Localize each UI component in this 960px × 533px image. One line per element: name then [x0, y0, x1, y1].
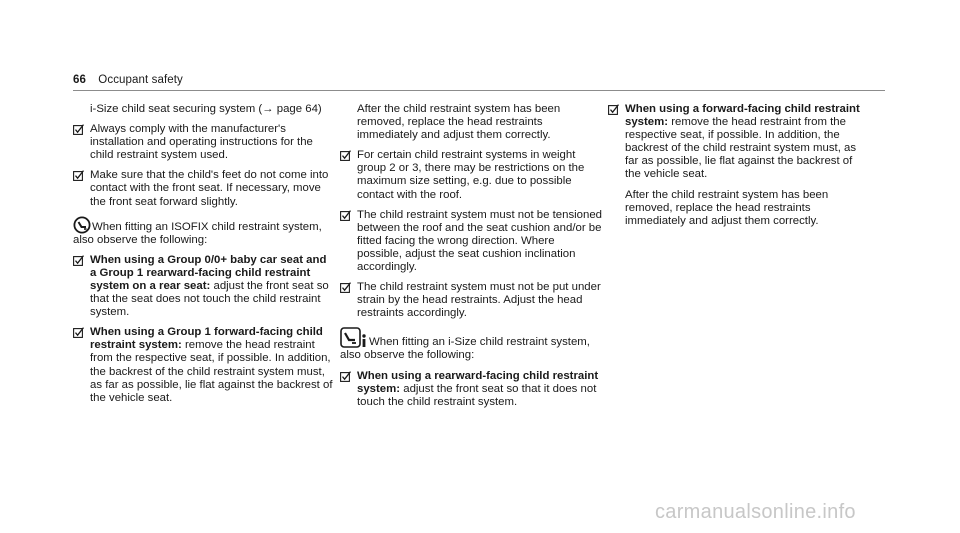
instruction-lead: When using a Group 0/0+ baby car seat and a Group 1 rearward-facing child restraint system on a rear seat:: [90, 253, 327, 292]
checkbox-checked-icon: [73, 327, 84, 338]
instruction-text: adjust the front seat so that the seat does not touch the child restraint system.: [90, 279, 329, 319]
isize-reference: i-Size child seat securing system (→ page 64): [90, 103, 322, 115]
checkbox-checked-icon: [340, 371, 351, 382]
checklist-text: For certain child restraint systems in weight group 2 or 3, there may be restrictions on the maximum size setting, e.g. due to possible contact with the roof.: [357, 149, 585, 201]
isofix-symbol-icon: [73, 216, 91, 234]
isofix-note-text: When fitting an ISOFIX child restraint system, also observe the following:: [73, 220, 322, 246]
isize-note: [340, 327, 602, 362]
checklist-item: [73, 123, 333, 162]
checklist-item: [73, 326, 333, 405]
checklist-item: [340, 281, 602, 320]
checklist-text: Always comply with the manufacturer's installation and operating instructions for the child restraint system used.: [90, 123, 313, 162]
page-number: 66: [73, 74, 86, 86]
page-header: [73, 74, 183, 86]
instruction-text: remove the head restraint from the respective seat, if possible. In addition, the backrest of the child restraint system must, as far as possible, lie flat against the backrest of the vehicle seat.: [90, 339, 333, 404]
checkbox-checked-icon: [340, 210, 351, 221]
watermark: carmanualsonline.info: [655, 501, 856, 523]
section-title: Occupant safety: [98, 74, 183, 86]
header-rule: [73, 90, 885, 91]
checklist-item: [340, 149, 602, 201]
column-3: [608, 103, 870, 235]
instruction-lead: When using a Group 1 forward-facing child restraint system:: [90, 326, 323, 352]
replace-head-restraints-text: After the child restraint system has been removed, replace the head restraints immediately and adjust them correctly.: [357, 103, 561, 142]
checkbox-checked-icon: [340, 282, 351, 293]
checkbox-checked-icon: [73, 124, 84, 135]
checkbox-checked-icon: [608, 104, 619, 115]
isofix-note: [73, 216, 333, 247]
checklist-item: [73, 169, 333, 208]
column-2: [340, 103, 602, 416]
checklist-item: [73, 254, 333, 319]
instruction-lead: When using a rearward-facing child restraint system:: [357, 369, 599, 395]
replace-head-restraints-text: After the child restraint system has been removed, replace the head restraints immediately and adjust them correctly.: [625, 188, 829, 227]
checkbox-checked-icon: [73, 255, 84, 266]
checklist-item: [608, 103, 870, 182]
checkbox-checked-icon: [73, 170, 84, 181]
checklist-text: The child restraint system must not be tensioned between the roof and the seat cushion and/or be fitted facing the wrong direction. Where possible, adjust the seat cushion inclination accordingly.: [357, 208, 603, 274]
instruction-lead: When using a forward-facing child restraint system:: [625, 103, 860, 129]
checkbox-checked-icon: [340, 150, 351, 161]
column-1: [73, 103, 333, 412]
checklist-text: The child restraint system must not be put under strain by the head restraints. Adjust the head restraints accordingly.: [357, 281, 601, 320]
checklist-item: [340, 370, 602, 409]
isize-note-text: When fitting an i-Size child restraint system, also observe the following:: [340, 336, 590, 362]
instruction-text: adjust the front seat so that it does not touch the child restraint system.: [357, 382, 597, 408]
instruction-text: remove the head restraint from the respective seat, if possible. In addition, the backrest of the child restraint system must, as far as possible, lie flat against the backrest of the vehicle seat.: [625, 116, 857, 181]
isize-symbol-icon: [340, 327, 368, 349]
checklist-item: [340, 209, 602, 274]
checklist-text: Make sure that the child's feet do not come into contact with the front seat. If necessary, move the front seat forward slightly.: [90, 169, 329, 208]
